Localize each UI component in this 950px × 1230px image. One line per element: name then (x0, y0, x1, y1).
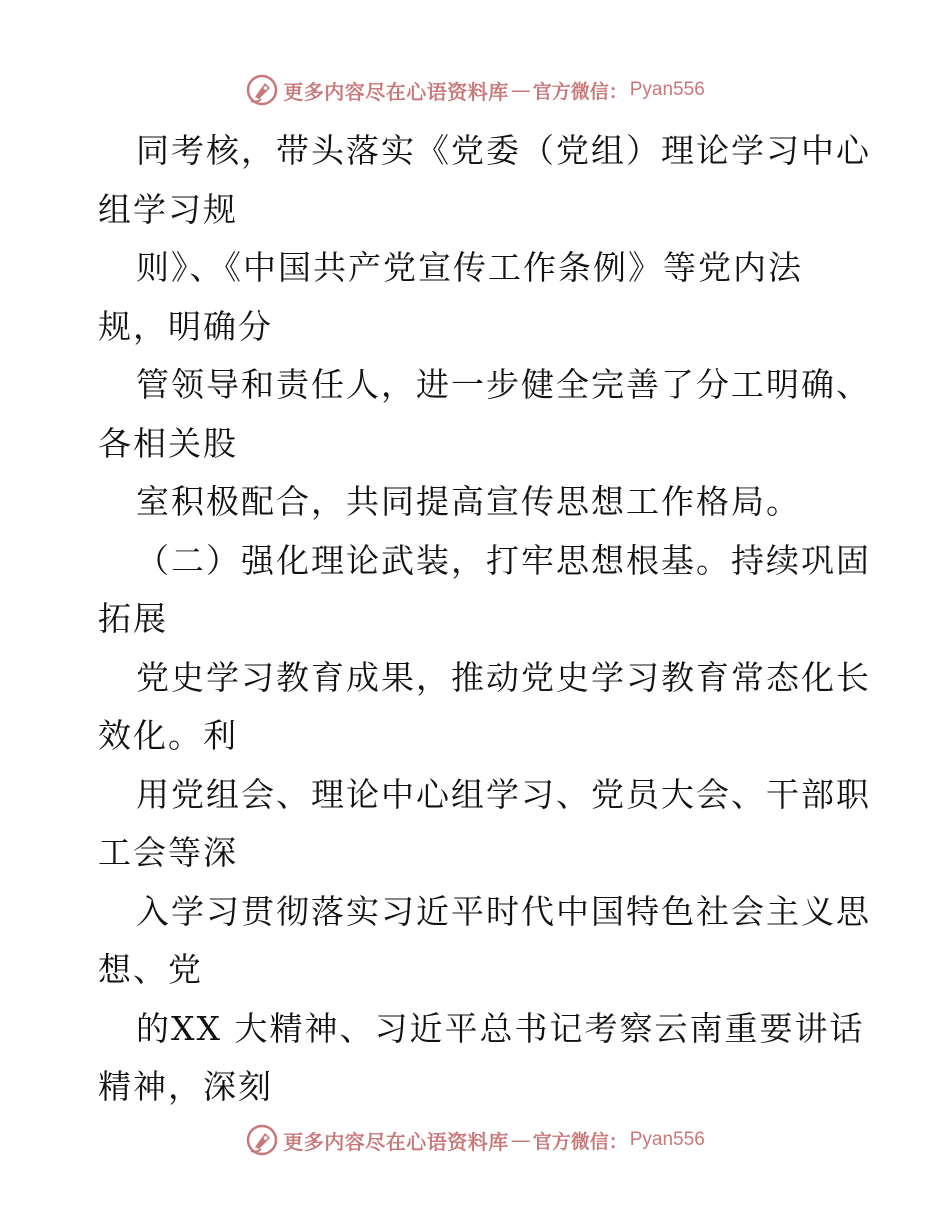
body-line: 则》、《中国共产党宣传工作条例》等党内法 (136, 248, 803, 287)
body-line: 效化。利 (98, 716, 238, 755)
banner-brand-text: 更多内容尽在心语资料库 (283, 79, 509, 104)
body-line: 入学习贯彻落实习近平时代中国特色社会主义思 (136, 891, 871, 931)
body-line: 规，明确分 (98, 306, 273, 346)
header-banner (0, 70, 950, 110)
body-line: 工会等深 (98, 833, 238, 872)
pen-nib-logo-icon (245, 1123, 279, 1157)
body-line: 拓展 (98, 599, 168, 638)
banner-dash: — (510, 1128, 531, 1152)
banner-official-label: 官方微信： (532, 80, 628, 103)
body-line: 精神，深刻 (98, 1067, 273, 1106)
body-line: 管领导和责任人，进一步健全完善了分工明确、 (136, 365, 871, 404)
banner-wechat-id: Pyan556 (629, 79, 705, 100)
banner-dash: — (510, 78, 531, 102)
body-line: （二）强化理论武装，打牢思想根基。持续巩固 (136, 540, 871, 580)
footer-banner (0, 1120, 950, 1160)
body-line: 组学习规 (98, 189, 238, 229)
banner-official-label: 官方微信： (532, 1130, 628, 1153)
body-line: 用党组会、理论中心组学习、党员大会、干部职 (136, 774, 871, 814)
pen-nib-logo-icon (245, 73, 279, 107)
body-line: 想、党 (98, 950, 203, 989)
body-line: 同考核，带头落实《党委（党组）理论学习中心 (136, 131, 871, 170)
body-line: 的XX 大精神、习近平总书记考察云南重要讲话 (136, 1008, 865, 1048)
body-line: 各相关股 (98, 423, 238, 463)
body-line: 党史学习教育成果，推动党史学习教育常态化长 (136, 657, 871, 697)
banner-wechat-id: Pyan556 (629, 1129, 705, 1150)
document-body (98, 122, 888, 1117)
body-line: 室积极配合，共同提高宣传思想工作格局。 (136, 482, 801, 521)
banner-brand-text: 更多内容尽在心语资料库 (283, 1129, 509, 1154)
